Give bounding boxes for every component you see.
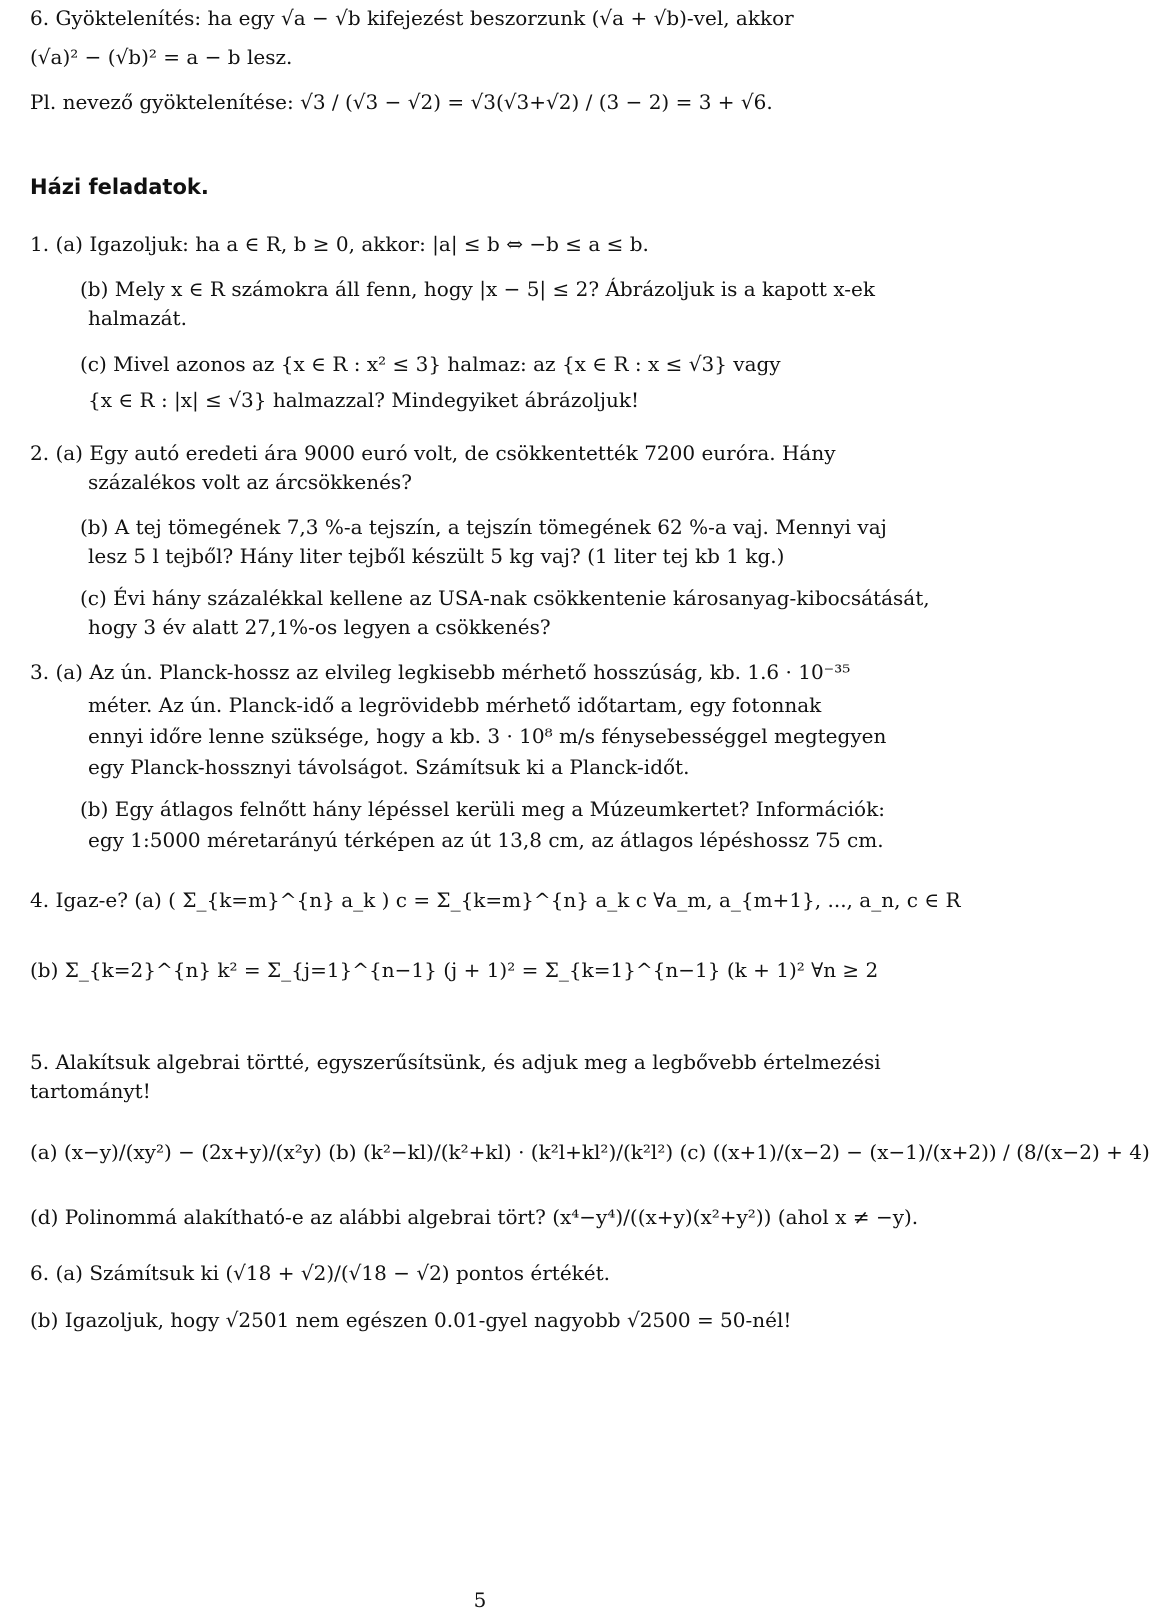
problem-3a-line-1: 3. (a) Az ún. Planck-hossz az elvileg legkisebb mérhető hosszúság, kb. 1.6 · 10⁻³⁵ <box>30 660 851 684</box>
problem-4a: 4. Igaz-e? (a) ( Σ_{k=m}^{n} a_k ) c = Σ_{k=m}^{n} a_k c ∀a_m, a_{m+1}, ..., a_n, c ∈ R <box>30 888 961 912</box>
problem-1a: 1. (a) Igazoljuk: ha a ∈ R, b ≥ 0, akkor: |a| ≤ b ⇔ −b ≤ a ≤ b. <box>30 232 649 256</box>
problem-6b: (b) Igazoljuk, hogy √2501 nem egészen 0.01-gyel nagyobb √2500 = 50-nél! <box>30 1308 792 1332</box>
problem-2c-line-2: hogy 3 év alatt 27,1%-os legyen a csökkenés? <box>88 615 551 639</box>
problem-3a-line-3: ennyi időre lenne szüksége, hogy a kb. 3 · 10⁸ m/s fénysebességgel megtegyen <box>88 724 887 748</box>
problem-3b-line-1: (b) Egy átlagos felnőtt hány lépéssel kerüli meg a Múzeumkertet? Információk: <box>80 797 885 821</box>
problem-5d: (d) Polinommá alakítható-e az alábbi algebrai tört? (x⁴−y⁴)/((x+y)(x²+y²)) (ahol x ≠ −y). <box>30 1205 919 1229</box>
problem-3a-line-2: méter. Az ún. Planck-idő a legrövidebb mérhető időtartam, egy fotonnak <box>88 693 822 717</box>
problem-5-line-2: tartományt! <box>30 1079 151 1103</box>
intro-line-2: (√a)² − (√b)² = a − b lesz. <box>30 45 293 69</box>
homework-heading: Házi feladatok. <box>30 175 209 199</box>
problem-6a: 6. (a) Számítsuk ki (√18 + √2)/(√18 − √2) pontos értékét. <box>30 1261 610 1285</box>
intro-line-1: 6. Gyöktelenítés: ha egy √a − √b kifejezést beszorzunk (√a + √b)-vel, akkor <box>30 6 794 30</box>
problem-2b-line-1: (b) A tej tömegének 7,3 %-a tejszín, a tejszín tömegének 62 %-a vaj. Mennyi vaj <box>80 515 887 539</box>
problem-4b: (b) Σ_{k=2}^{n} k² = Σ_{j=1}^{n−1} (j + 1)² = Σ_{k=1}^{n−1} (k + 1)² ∀n ≥ 2 <box>30 958 879 982</box>
page-number: 5 <box>473 1588 487 1612</box>
problem-1b-line-2: halmazát. <box>88 306 187 330</box>
problem-2a-line-2: százalékos volt az árcsökkenés? <box>88 470 412 494</box>
problem-5-line-1: 5. Alakítsuk algebrai törtté, egyszerűsítsünk, és adjuk meg a legbővebb értelmezési <box>30 1050 881 1074</box>
problem-2a-line-1: 2. (a) Egy autó eredeti ára 9000 euró volt, de csökkentették 7200 euróra. Hány <box>30 441 836 465</box>
problem-2b-line-2: lesz 5 l tejből? Hány liter tejből készült 5 kg vaj? (1 liter tej kb 1 kg.) <box>88 544 785 568</box>
problem-3a-line-4: egy Planck-hossznyi távolságot. Számítsuk ki a Planck-időt. <box>88 755 690 779</box>
problem-3b-line-2: egy 1:5000 méretarányú térképen az út 13,8 cm, az átlagos lépéshossz 75 cm. <box>88 828 884 852</box>
problem-5-abc: (a) (x−y)/(xy²) − (2x+y)/(x²y) (b) (k²−kl)/(k²+kl) · (k²l+kl²)/(k²l²) (c) ((x+1)/(x−2) − (x−1)/(x+2)) / (8/(x−2) + 4) <box>30 1140 1150 1164</box>
problem-1c-line-2: {x ∈ R : |x| ≤ √3} halmazzal? Mindegyiket ábrázoljuk! <box>88 388 640 412</box>
problem-1c-line-1: (c) Mivel azonos az {x ∈ R : x² ≤ 3} halmaz: az {x ∈ R : x ≤ √3} vagy <box>80 352 781 376</box>
problem-2c-line-1: (c) Évi hány százalékkal kellene az USA-nak csökkentenie károsanyag-kibocsátását, <box>80 586 930 610</box>
problem-1b-line-1: (b) Mely x ∈ R számokra áll fenn, hogy |x − 5| ≤ 2? Ábrázoljuk is a kapott x-ek <box>80 277 875 301</box>
intro-example-line: Pl. nevező gyöktelenítése: √3 / (√3 − √2) = √3(√3+√2) / (3 − 2) = 3 + √6. <box>30 90 773 114</box>
